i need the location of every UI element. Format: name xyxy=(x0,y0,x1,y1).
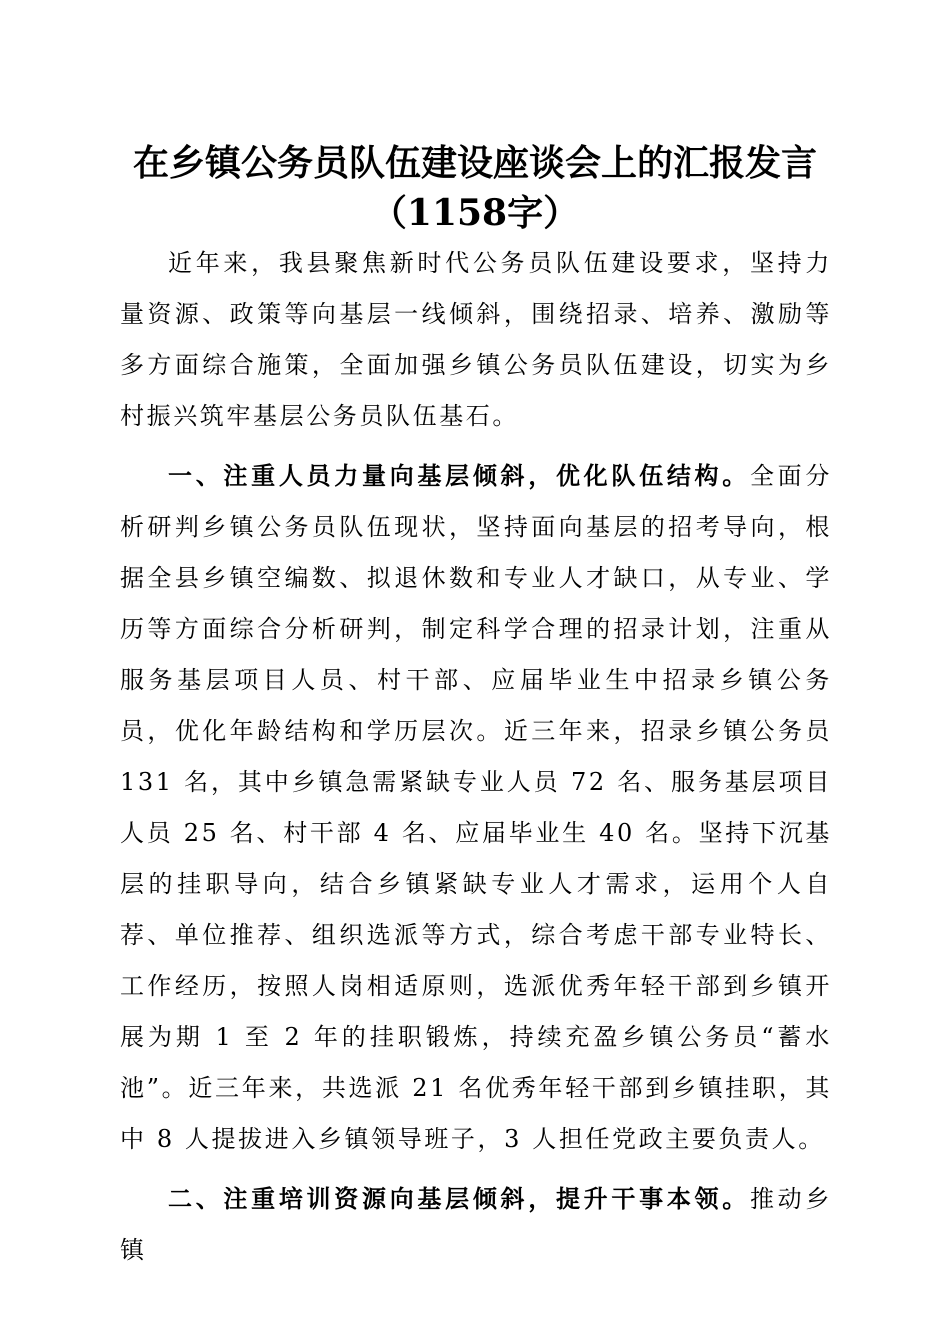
paragraph-text: 全面分析研判乡镇公务员队伍现状，坚持面向基层的招考导向，根据全县乡镇空编数、拟退休数和专业人才缺口，从专业、学历等方面综合分析研判，制定科学合理的招录计划，注重从服务基层项目人员、村干部、应届毕业生中招录乡镇公务员，优化年龄结构和学历层次。近三年来，招录乡镇公务员 131 名，其中乡镇急需紧缺专业人员 72 名、服务基层项目人员 25 名、村干部 4 名、应届毕业生 40 名。坚持下沉基层的挂职导向，结合乡镇紧缺专业人才需求，运用个人自荐、单位推荐、组织选派等方式，综合考虑干部专业特长、工作经历，按照人岗相适原则，选派优秀年轻干部到乡镇开展为期 1 至 2 年的挂职锻炼，持续充盈乡镇公务员“蓄水池”。近三年来，共选派 21 名优秀年轻干部到乡镇挂职，其中 8 人提拔进入乡镇领导班子，3 人担任党政主要负责人。 xyxy=(120,462,832,1153)
paragraph-section-1 xyxy=(120,450,832,1165)
document-body xyxy=(120,238,832,1284)
paragraph-text: 近年来，我县聚焦新时代公务员队伍建设要求，坚持力量资源、政策等向基层一线倾斜，围绕招录、培养、激励等多方面综合施策，全面加强乡镇公务员队伍建设，切实为乡村振兴筑牢基层公务员队伍基石。 xyxy=(120,249,832,430)
paragraph-text: 推动乡镇 xyxy=(120,1185,832,1264)
document-title: 在乡镇公务员队伍建设座谈会上的汇报发言 xyxy=(132,142,817,184)
word-count-subtitle: （1158字） xyxy=(370,192,580,234)
section-heading: 一、注重人员力量向基层倾斜，优化队伍结构。 xyxy=(168,461,750,490)
paragraph-section-2 xyxy=(120,1173,832,1276)
paragraph-intro xyxy=(120,238,832,442)
section-heading: 二、注重培训资源向基层倾斜，提升干事本领。 xyxy=(168,1184,750,1213)
